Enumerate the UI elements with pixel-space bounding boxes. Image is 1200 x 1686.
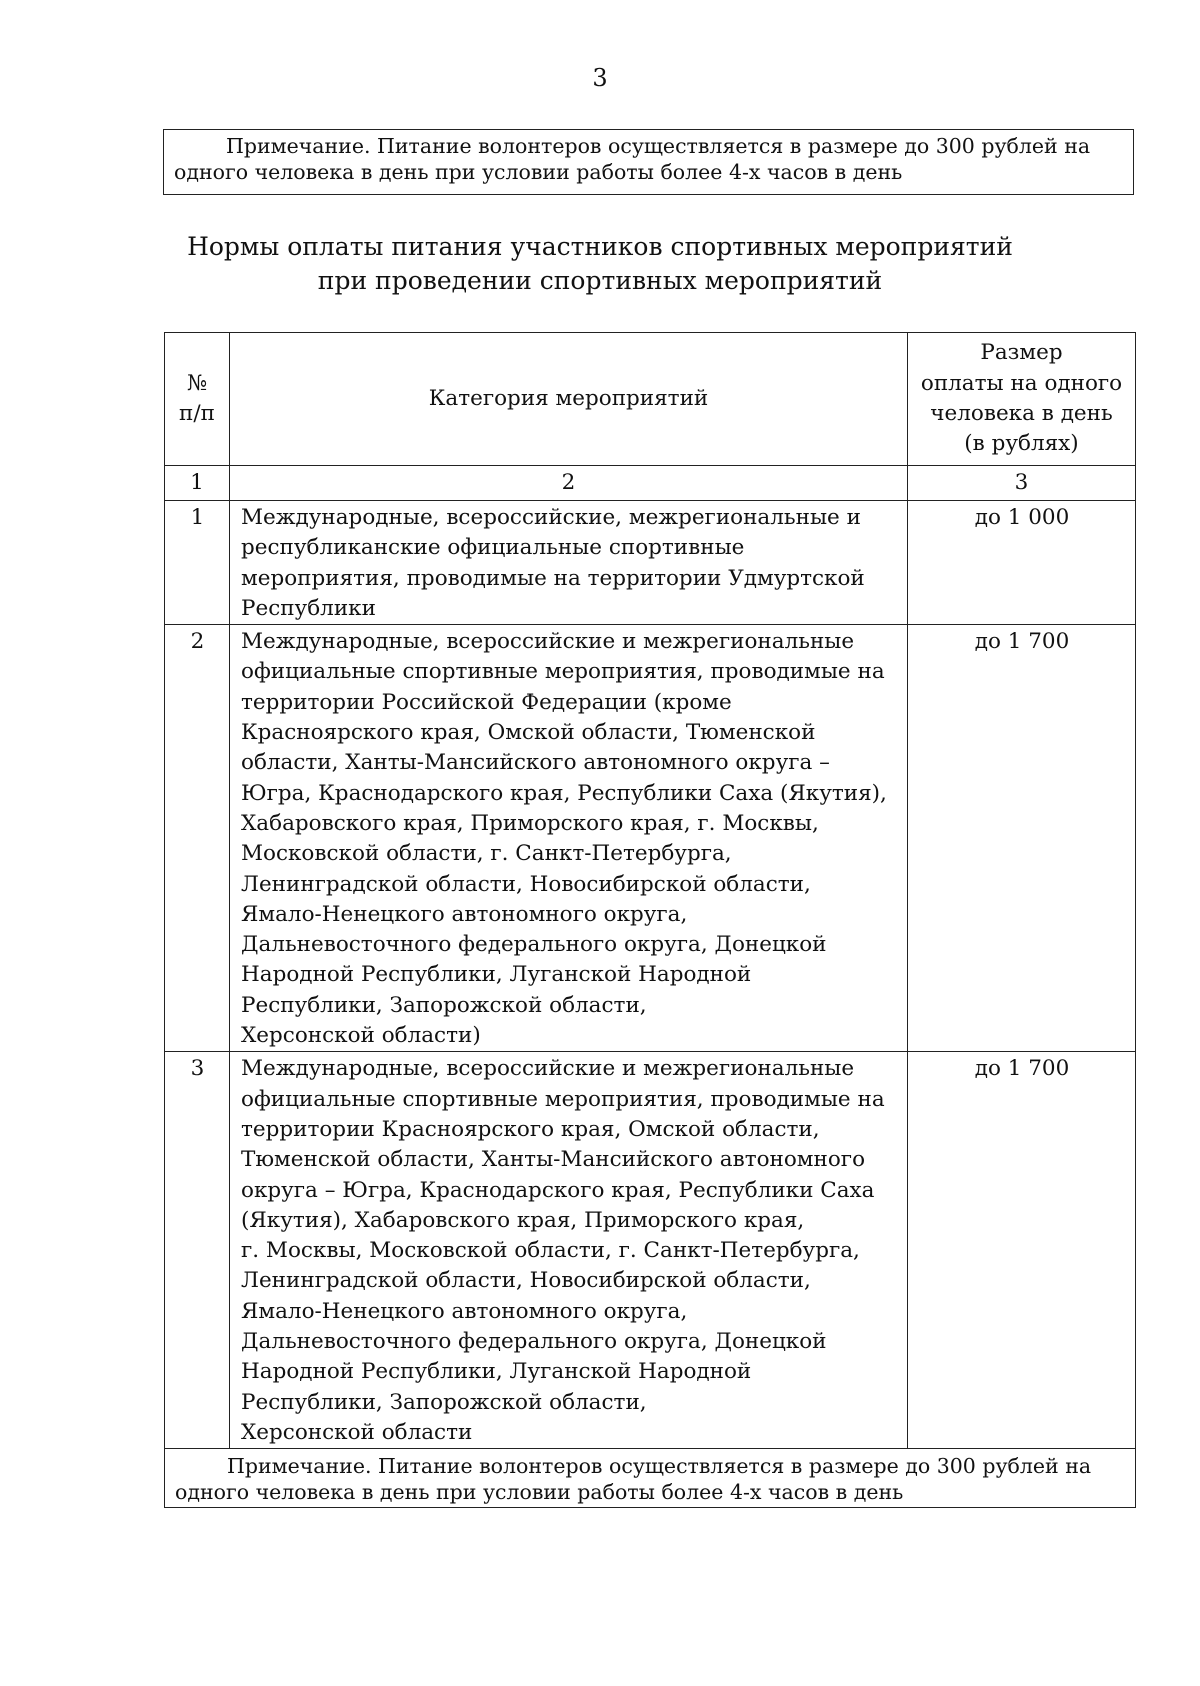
page-number: 3 [592,64,608,92]
category-line: Международные, всероссийские и межрегиональные [241,629,855,655]
column-index: 3 [908,466,1136,501]
row-payment: до 1 000 [908,501,1136,625]
category-line: республиканские официальные спортивные [241,535,745,561]
category-line: Дальневосточного федерального округа, Донецкой [241,1329,827,1355]
category-line: Югра, Краснодарского края, Республики Саха (Якутия), [241,780,887,806]
header-number-line: № [186,370,208,396]
meal-norms-table [164,332,1136,1508]
title-line-1: Нормы оплаты питания участников спортивных мероприятий [187,232,1013,261]
table-row [165,501,1136,625]
header-category: Категория мероприятий [230,333,908,466]
volunteer-note-text: Примечание. Питание волонтеров осуществляется в размере до 300 рублей на одного человека в день при условии работы более 4-х часов в день [174,134,1091,184]
header-number [165,333,230,466]
row-payment: до 1 700 [908,625,1136,1052]
category-line: территории Российской Федерации (кроме [241,689,732,715]
category-line: (Якутия), Хабаровского края, Приморского края, [241,1207,805,1233]
row-number: 1 [165,501,230,625]
table-note-cell [165,1449,1136,1508]
volunteer-note-box [163,129,1134,195]
header-payment-line: оплаты на одного [920,370,1123,396]
category-line: Хабаровского края, Приморского края, г. Москвы, [241,810,819,836]
category-line: округа – Югра, Краснодарского края, Республики Саха [241,1177,875,1203]
row-number: 3 [165,1052,230,1449]
table-row [165,1052,1136,1449]
category-line: Международные, всероссийские, межрегиональные и [241,505,861,530]
category-line: Красноярского края, Омской области, Тюменской [241,720,816,746]
category-line: г. Москвы, Московской области, г. Санкт-Петербурга, [241,1238,860,1264]
category-line: Ленинградской области, Новосибирской области, [241,871,811,897]
row-category [230,501,908,625]
table-note-text: Примечание. Питание волонтеров осуществляется в размере до 300 рублей на одного человека в день при условии работы более 4-х часов в день [175,1454,1092,1505]
category-line: Ямало-Ненецкого автономного округа, [241,1298,688,1324]
row-category [230,625,908,1052]
table-header-row [165,333,1136,466]
category-line: Ямало-Ненецкого автономного округа, [241,901,688,927]
category-line: Ленинградской области, Новосибирской области, [241,1268,811,1294]
column-index-row [165,466,1136,501]
row-payment: до 1 700 [908,1052,1136,1449]
category-line: официальные спортивные мероприятия, проводимые на [241,659,885,685]
category-line: Херсонской области) [241,1023,481,1049]
header-payment-line: (в рублях) [964,431,1079,457]
category-line: Международные, всероссийские и межрегиональные [241,1056,855,1082]
row-number: 2 [165,625,230,1052]
document-title [0,230,1200,298]
table-row [165,625,1136,1052]
title-line-2: при проведении спортивных мероприятий [317,266,883,295]
header-payment-line: Размер [980,340,1063,366]
category-line: Народной Республики, Луганской Народной [241,962,752,988]
category-line: Республики, Запорожской области, [241,1389,647,1415]
row-category [230,1052,908,1449]
category-line: мероприятия, проводимые на территории Удмуртской [241,565,865,591]
category-line: Херсонской области [241,1419,473,1445]
table-note-row [165,1449,1136,1508]
category-line: территории Красноярского края, Омской области, [241,1116,820,1142]
table-body [165,501,1136,1449]
category-line: Народной Республики, Луганской Народной [241,1359,752,1385]
header-payment-line: человека в день [930,401,1113,426]
column-index: 2 [230,466,908,501]
category-line: Московской области, г. Санкт-Петербурга, [241,841,732,867]
category-line: Республики [241,595,376,621]
category-line: Дальневосточного федерального округа, Донецкой [241,932,827,958]
category-line: Республики, Запорожской области, [241,992,647,1018]
header-payment [908,333,1136,466]
category-line: Тюменской области, Ханты-Мансийского автономного [241,1147,866,1173]
header-number-line: п/п [179,401,215,426]
category-line: официальные спортивные мероприятия, проводимые на [241,1086,885,1112]
category-line: области, Ханты-Мансийского автономного округа – [241,750,830,776]
column-index: 1 [165,466,230,501]
